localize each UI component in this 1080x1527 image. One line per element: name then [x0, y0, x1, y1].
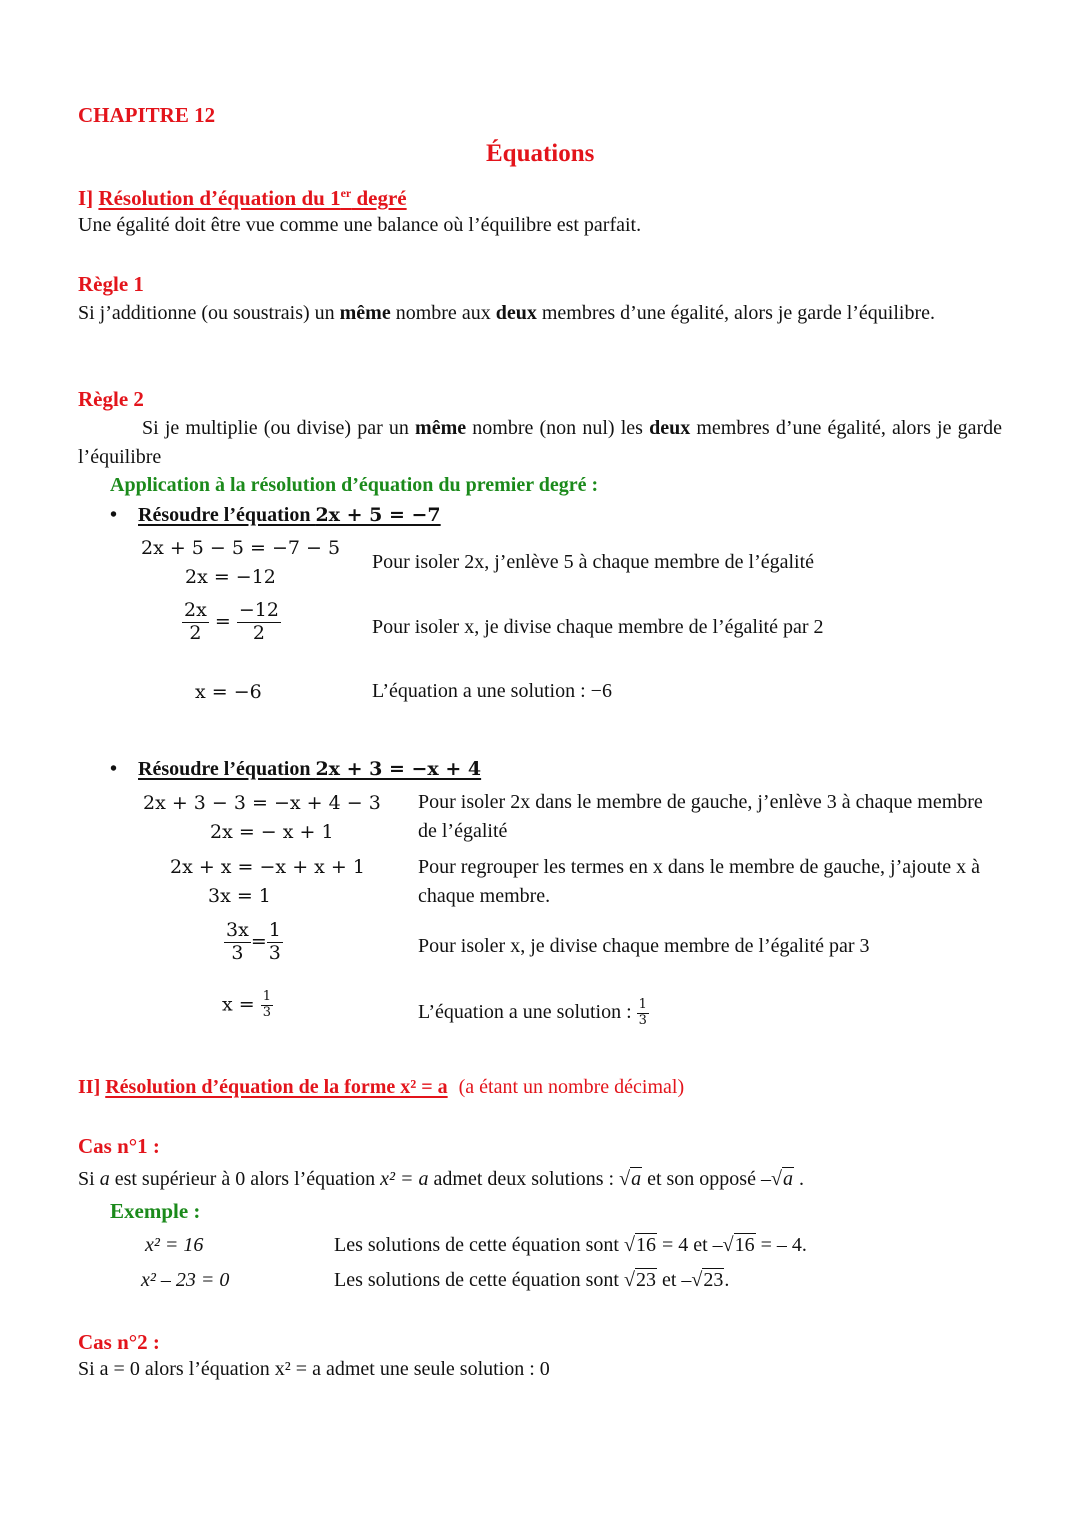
ex1-step-1: 2x + 5 − 5 = −7 − 5 [141, 537, 341, 559]
page-title: Équations [486, 140, 595, 167]
section-1-intro: Une égalité doit être vue comme une balance où l’équilibre est parfait. [78, 214, 642, 236]
ex2-explanation-3: Pour isoler x, je divise chaque membre de l’égalité par 3 [418, 935, 870, 957]
bullet-icon: • [110, 504, 118, 526]
example-label: Exemple : [110, 1199, 201, 1223]
rule-1-text: Si j’additionne (ou soustrais) un même nombre aux deux membres d’une égalité, alors je garde l’équilibre. [78, 302, 936, 324]
ex1-step-3: $\frac{2x}{2}$ = $\frac{-12}{2}$ [184, 599, 279, 644]
ex2-step-2: 2x = − x + 1 [210, 821, 334, 843]
example-1-heading: • Résoudre l’équation 2x + 5 = −7 [110, 504, 441, 526]
ex2-step-3: 2x + x = −x + x + 1 [170, 856, 365, 878]
ex2-explanation-2: Pour regrouper les termes en x dans le membre de gauche, j’ajoute x à [418, 856, 981, 878]
case1-example-1-text: Les solutions de cette équation sont √16 = 4 et –√16 = – 4. [334, 1234, 807, 1256]
ex2-explanation-1: Pour isoler 2x dans le membre de gauche, j’enlève 3 à chaque membre [418, 791, 983, 813]
case-1-label: Cas n°1 : [78, 1134, 160, 1158]
section-1-heading [78, 186, 407, 211]
ex1-explanation-1: Pour isoler 2x, j’enlève 5 à chaque membre de l’égalité [372, 551, 815, 573]
ex2-step-1: 2x + 3 − 3 = −x + 4 − 3 [143, 792, 381, 814]
rule-1-label: Règle 1 [78, 272, 144, 296]
chapter-label: CHAPITRE 12 [78, 103, 216, 127]
application-heading: Application à la résolution d’équation du premier degré : [110, 474, 599, 496]
case1-example-1-equation: x² = 16 [145, 1234, 204, 1256]
ex2-explanation-4: L’équation a une solution : $\frac{1}{3}$ [418, 997, 647, 1028]
bullet-icon: • [110, 758, 118, 780]
section-2-heading: II] Résolution d’équation de la forme x² = a (a étant un nombre décimal) [78, 1076, 685, 1098]
section-1-title: Résolution d’équation du 1er degré [98, 186, 407, 210]
case-1-text: Si a est supérieur à 0 alors l’équation x² = a admet deux solutions : √a et son opposé –√a . [78, 1168, 804, 1190]
ex2-explanation-2b: chaque membre. [418, 885, 551, 907]
case1-example-2-text: Les solutions de cette équation sont √23 et –√23. [334, 1269, 730, 1291]
ex2-step-4: 3x = 1 [208, 885, 271, 907]
ex1-step-2: 2x = −12 [185, 566, 276, 588]
case-2-text: Si a = 0 alors l’équation x² = a admet une seule solution : 0 [78, 1358, 550, 1380]
ex2-step-6: x = $\frac{1}{3}$ [222, 989, 272, 1020]
rule-2-text: Si je multiplie (ou divise) par un même nombre (non nul) les deux membres d’une égalité, alors je garde l’équilibre [78, 417, 1003, 468]
ex1-explanation-2: Pour isoler x, je divise chaque membre de l’égalité par 2 [372, 616, 824, 638]
example-2-heading: • Résoudre l’équation 2x + 3 = −x + 4 [110, 758, 482, 780]
ex2-explanation-1b: de l’égalité [418, 820, 508, 842]
ex1-explanation-3: L’équation a une solution : −6 [372, 680, 612, 702]
section-1-prefix: I] [78, 186, 94, 210]
case-2-label: Cas n°2 : [78, 1330, 160, 1354]
ex2-step-5: $\frac{3x}{3}$ = $\frac{1}{3}$ [226, 919, 281, 964]
ex1-step-4: x = −6 [195, 681, 262, 703]
rule-2-label: Règle 2 [78, 387, 144, 411]
case1-example-2-equation: x² – 23 = 0 [141, 1269, 230, 1291]
